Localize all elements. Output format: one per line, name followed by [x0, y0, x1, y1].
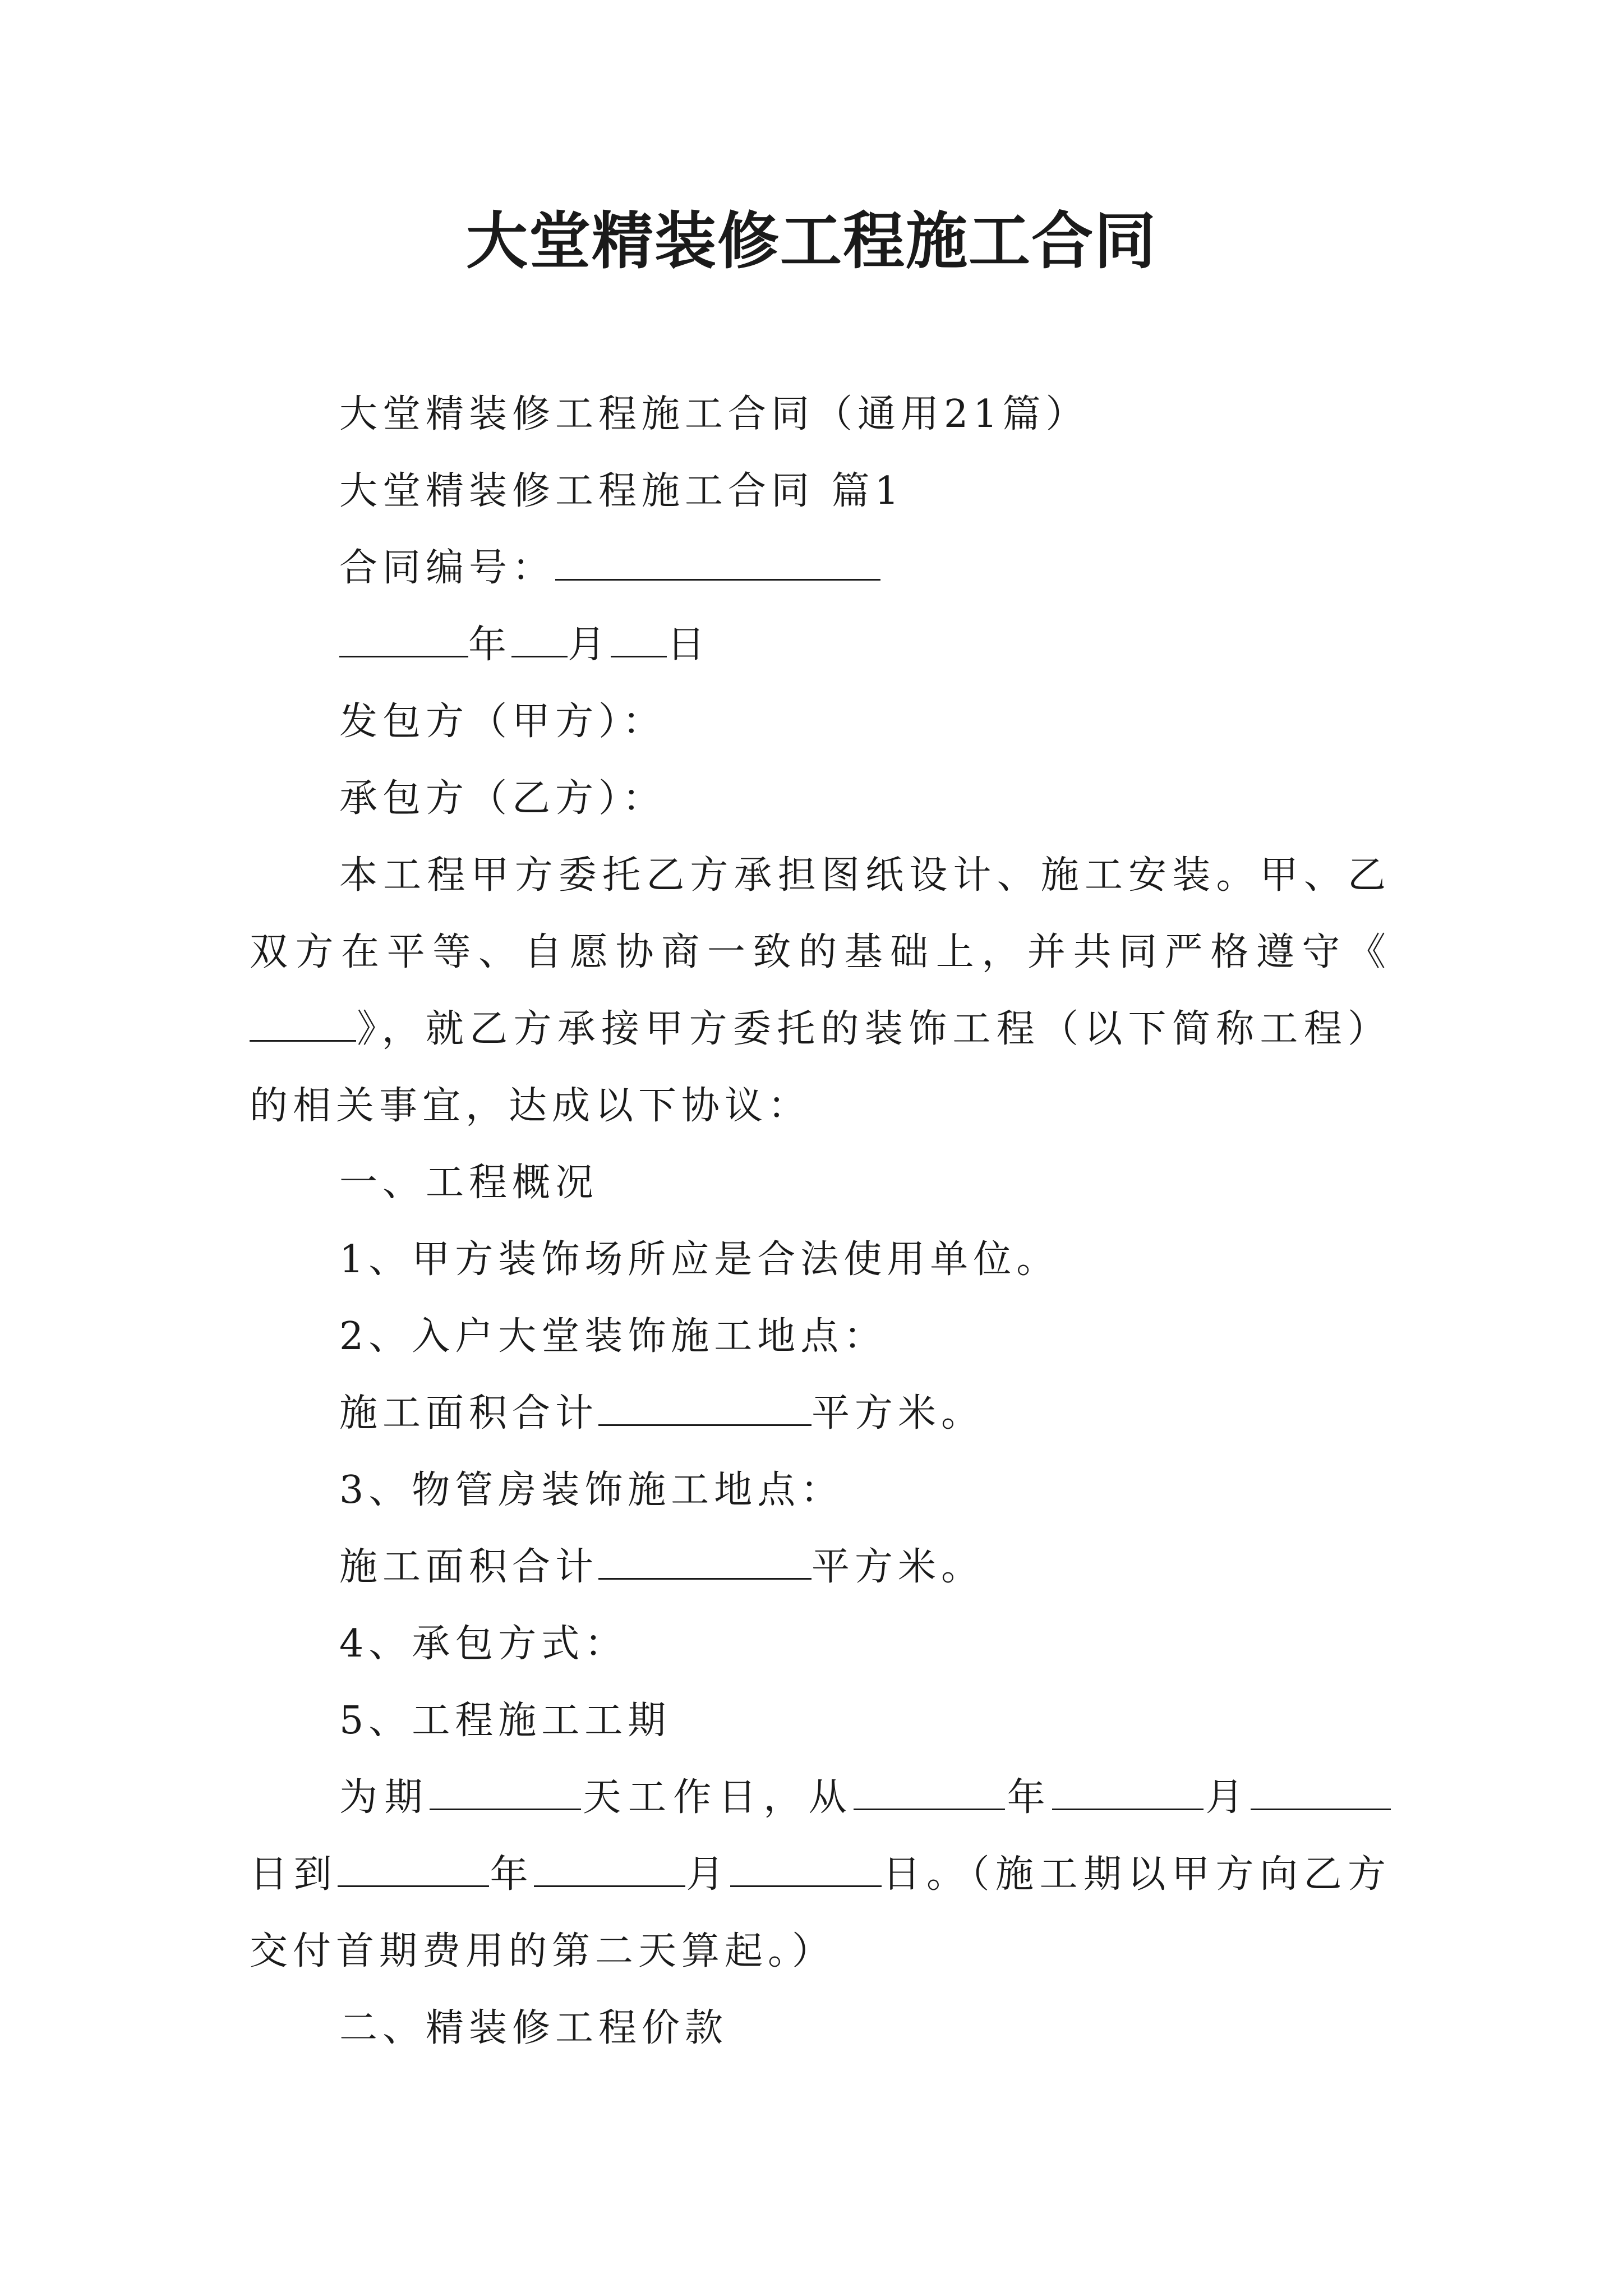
contract-number-line — [250, 530, 1391, 606]
contract-number-label: 合同编号： — [339, 546, 556, 590]
date-year-blank — [339, 625, 468, 657]
item-1: 1、甲方装饰场所应是合法使用单位。 — [339, 1237, 1060, 1282]
intro-paragraph — [250, 837, 1391, 1144]
section-heading: 大堂精装修工程施工合同 篇1 — [339, 469, 904, 513]
item-2: 2、入户大堂装饰施工地点： — [339, 1314, 887, 1359]
period-end-text: 日。（施工期以甲方向乙方交付首期费用的第二天算起。） — [250, 1852, 1391, 1973]
end-month-label: 月 — [685, 1852, 730, 1897]
lobby-area-line — [250, 1375, 1391, 1452]
end-year-blank — [338, 1855, 489, 1887]
intro-text-2: 》，就乙方承接甲方委托的装饰工程（以下简称工程）的相关事宜，达成以下协议： — [250, 1007, 1391, 1128]
area-suffix: 平方米。 — [811, 1545, 985, 1589]
property-office-area-line — [250, 1529, 1391, 1605]
date-year-label: 年 — [468, 623, 512, 667]
date-day-blank — [611, 625, 667, 657]
date-line — [250, 606, 1391, 683]
period-day-to-label: 日到 — [250, 1852, 338, 1897]
start-year-blank — [854, 1778, 1005, 1810]
period-days-blank — [430, 1778, 581, 1810]
period-text-2: 天工作日，从 — [580, 1775, 854, 1820]
date-day-label: 日 — [667, 623, 711, 667]
intro-text-1: 本工程甲方委托乙方承担图纸设计、施工安装。甲、乙双方在平等、自愿协商一致的基础上，并共同严格遵守《 — [250, 853, 1391, 974]
end-year-label: 年 — [489, 1852, 534, 1897]
construction-period-paragraph — [250, 1759, 1391, 1990]
section-2-title: 二、精装修工程价款 — [339, 2006, 728, 2050]
area-prefix: 施工面积合计 — [339, 1391, 599, 1435]
regulation-name-blank — [250, 1010, 356, 1042]
period-text-1: 为期 — [339, 1775, 430, 1820]
start-year-label: 年 — [1005, 1775, 1053, 1820]
party-b-line: 承包方（乙方）： — [339, 776, 666, 821]
start-month-blank — [1052, 1778, 1204, 1810]
contract-number-blank — [555, 549, 880, 581]
document-title: 大堂精装修工程施工合同 — [466, 205, 1157, 277]
item-5: 5、工程施工工期 — [339, 1699, 671, 1743]
document-body — [250, 376, 1391, 2067]
end-day-blank — [730, 1855, 882, 1887]
lobby-area-blank — [598, 1394, 811, 1426]
end-month-blank — [534, 1855, 685, 1887]
start-day-blank — [1251, 1778, 1391, 1810]
date-month-label: 月 — [568, 623, 611, 667]
date-month-blank — [511, 625, 568, 657]
item-3: 3、物管房装饰施工地点： — [339, 1468, 844, 1512]
area-prefix: 施工面积合计 — [339, 1545, 599, 1589]
area-suffix: 平方米。 — [811, 1391, 985, 1435]
item-4: 4、承包方式： — [339, 1622, 628, 1666]
party-a-line: 发包方（甲方）： — [339, 700, 666, 744]
property-office-area-blank — [598, 1548, 811, 1580]
start-month-label: 月 — [1204, 1775, 1251, 1820]
document-subtitle: 大堂精装修工程施工合同（通用21篇） — [339, 392, 1089, 436]
section-1-title: 一、工程概况 — [339, 1161, 599, 1205]
